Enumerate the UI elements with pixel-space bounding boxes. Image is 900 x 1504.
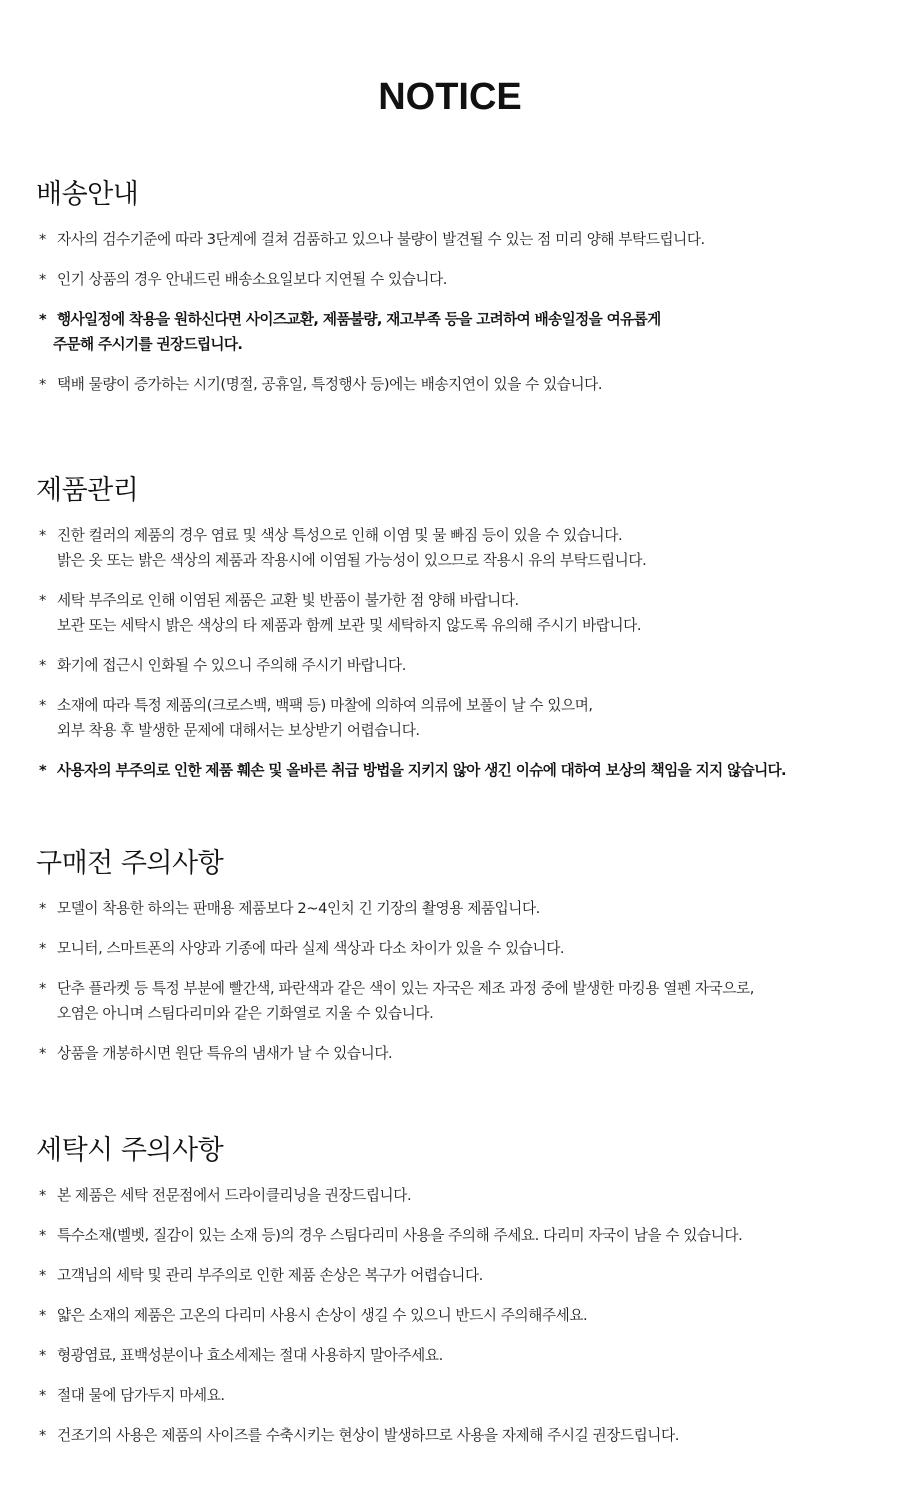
section-shipping bbox=[36, 178, 876, 412]
asterisk-bullet-icon: * bbox=[39, 1347, 46, 1364]
asterisk-bullet-icon: * bbox=[39, 1307, 46, 1324]
notice-item: * 인기 상품의 경우 안내드린 배송소요일보다 지연될 수 있습니다. bbox=[36, 267, 876, 292]
section-title: 세탁시 주의사항 bbox=[36, 1135, 224, 1166]
asterisk-bullet-icon: * bbox=[39, 1267, 46, 1284]
asterisk-bullet-icon: * bbox=[39, 527, 46, 544]
asterisk-bullet-icon: * bbox=[39, 1045, 46, 1062]
notice-item: * 단추 플라켓 등 특정 부분에 빨간색, 파란색과 같은 색이 있는 자국은 제조 과정 중에 발생한 마킹용 열펜 자국으로, 오염은 아니며 스팀다리미와 같은 기화열로 지울 수 있습니다. bbox=[36, 976, 876, 1026]
notice-item: * 세탁 부주의로 인해 이염된 제품은 교환 빛 반품이 불가한 점 양해 바랍니다. 보관 또는 세탁시 밝은 색상의 타 제품과 함께 보관 및 세탁하지 않도록 유의해 주시기 바랍니다. bbox=[36, 588, 876, 638]
notice-item: * 자사의 검수기준에 따라 3단계에 걸쳐 검품하고 있으나 불량이 발견될 수 있는 점 미리 양해 부탁드립니다. bbox=[36, 227, 876, 252]
asterisk-bullet-icon: * bbox=[39, 762, 47, 779]
section-title: 배송안내 bbox=[36, 179, 139, 210]
section-title: 구매전 주의사항 bbox=[36, 848, 224, 879]
asterisk-bullet-icon: * bbox=[39, 697, 46, 714]
notice-item: * 모니터, 스마트폰의 사양과 기종에 따라 실제 색상과 다소 차이가 있을 수 있습니다. bbox=[36, 936, 876, 961]
asterisk-bullet-icon: * bbox=[39, 900, 46, 917]
asterisk-bullet-icon: * bbox=[39, 1387, 46, 1404]
section-title: 제품관리 bbox=[36, 475, 139, 506]
notice-item: * 절대 물에 담가두지 마세요. bbox=[36, 1383, 876, 1408]
notice-item: * 상품을 개봉하시면 원단 특유의 냄새가 날 수 있습니다. bbox=[36, 1041, 876, 1066]
notice-item: * 형광염료, 표백성분이나 효소세제는 절대 사용하지 말아주세요. bbox=[36, 1343, 876, 1368]
page-title: NOTICE bbox=[378, 76, 522, 119]
notice-item: * 본 제품은 세탁 전문점에서 드라이클리닝을 권장드립니다. bbox=[36, 1183, 876, 1208]
notice-item-emphasis: * 행사일정에 착용을 원하신다면 사이즈교환, 제품불량, 재고부족 등을 고려하여 배송일정을 여유롭게 주문해 주시기를 권장드립니다. bbox=[36, 307, 876, 357]
asterisk-bullet-icon: * bbox=[39, 1427, 46, 1444]
notice-item: * 고객님의 세탁 및 관리 부주의로 인한 제품 손상은 복구가 어렵습니다. bbox=[36, 1263, 876, 1288]
notice-item-emphasis: * 사용자의 부주의로 인한 제품 훼손 및 올바른 취급 방법을 지키지 않아 생긴 이슈에 대하여 보상의 책임을 지지 않습니다. bbox=[36, 758, 876, 783]
section-before-purchase bbox=[36, 847, 876, 1081]
section-washing bbox=[36, 1134, 876, 1463]
notice-item: * 얇은 소재의 제품은 고온의 다리미 사용시 손상이 생길 수 있으니 반드시 주의해주세요. bbox=[36, 1303, 876, 1328]
asterisk-bullet-icon: * bbox=[39, 231, 46, 248]
asterisk-bullet-icon: * bbox=[39, 592, 46, 609]
asterisk-bullet-icon: * bbox=[39, 271, 46, 288]
notice-item: * 택배 물량이 증가하는 시기(명절, 공휴일, 특정행사 등)에는 배송지연이 있을 수 있습니다. bbox=[36, 372, 876, 397]
asterisk-bullet-icon: * bbox=[39, 657, 46, 674]
notice-item: * 건조기의 사용은 제품의 사이즈를 수축시키는 현상이 발생하므로 사용을 자제해 주시길 권장드립니다. bbox=[36, 1423, 876, 1448]
asterisk-bullet-icon: * bbox=[39, 940, 46, 957]
asterisk-bullet-icon: * bbox=[39, 1187, 46, 1204]
notice-item: * 특수소재(벨벳, 질감이 있는 소재 등)의 경우 스팀다리미 사용을 주의해 주세요. 다리미 자국이 남을 수 있습니다. bbox=[36, 1223, 876, 1248]
section-product-care bbox=[36, 474, 876, 798]
asterisk-bullet-icon: * bbox=[39, 1227, 46, 1244]
asterisk-bullet-icon: * bbox=[39, 980, 46, 997]
notice-item: * 화기에 접근시 인화될 수 있으니 주의해 주시기 바랍니다. bbox=[36, 653, 876, 678]
notice-item: * 모델이 착용한 하의는 판매용 제품보다 2~4인치 긴 기장의 촬영용 제품입니다. bbox=[36, 896, 876, 921]
notice-item: * 진한 컬러의 제품의 경우 염료 및 색상 특성으로 인해 이염 및 물 빠짐 등이 있을 수 있습니다. 밝은 옷 또는 밝은 색상의 제품과 작용시에 이염될 가능성이 있으므로 작용시 유의 부탁드립니다. bbox=[36, 523, 876, 573]
asterisk-bullet-icon: * bbox=[39, 311, 47, 328]
notice-item: * 소재에 따라 특정 제품의(크로스백, 백팩 등) 마찰에 의하여 의류에 보풀이 날 수 있으며, 외부 착용 후 발생한 문제에 대해서는 보상받기 어렵습니다. bbox=[36, 693, 876, 743]
asterisk-bullet-icon: * bbox=[39, 376, 46, 393]
